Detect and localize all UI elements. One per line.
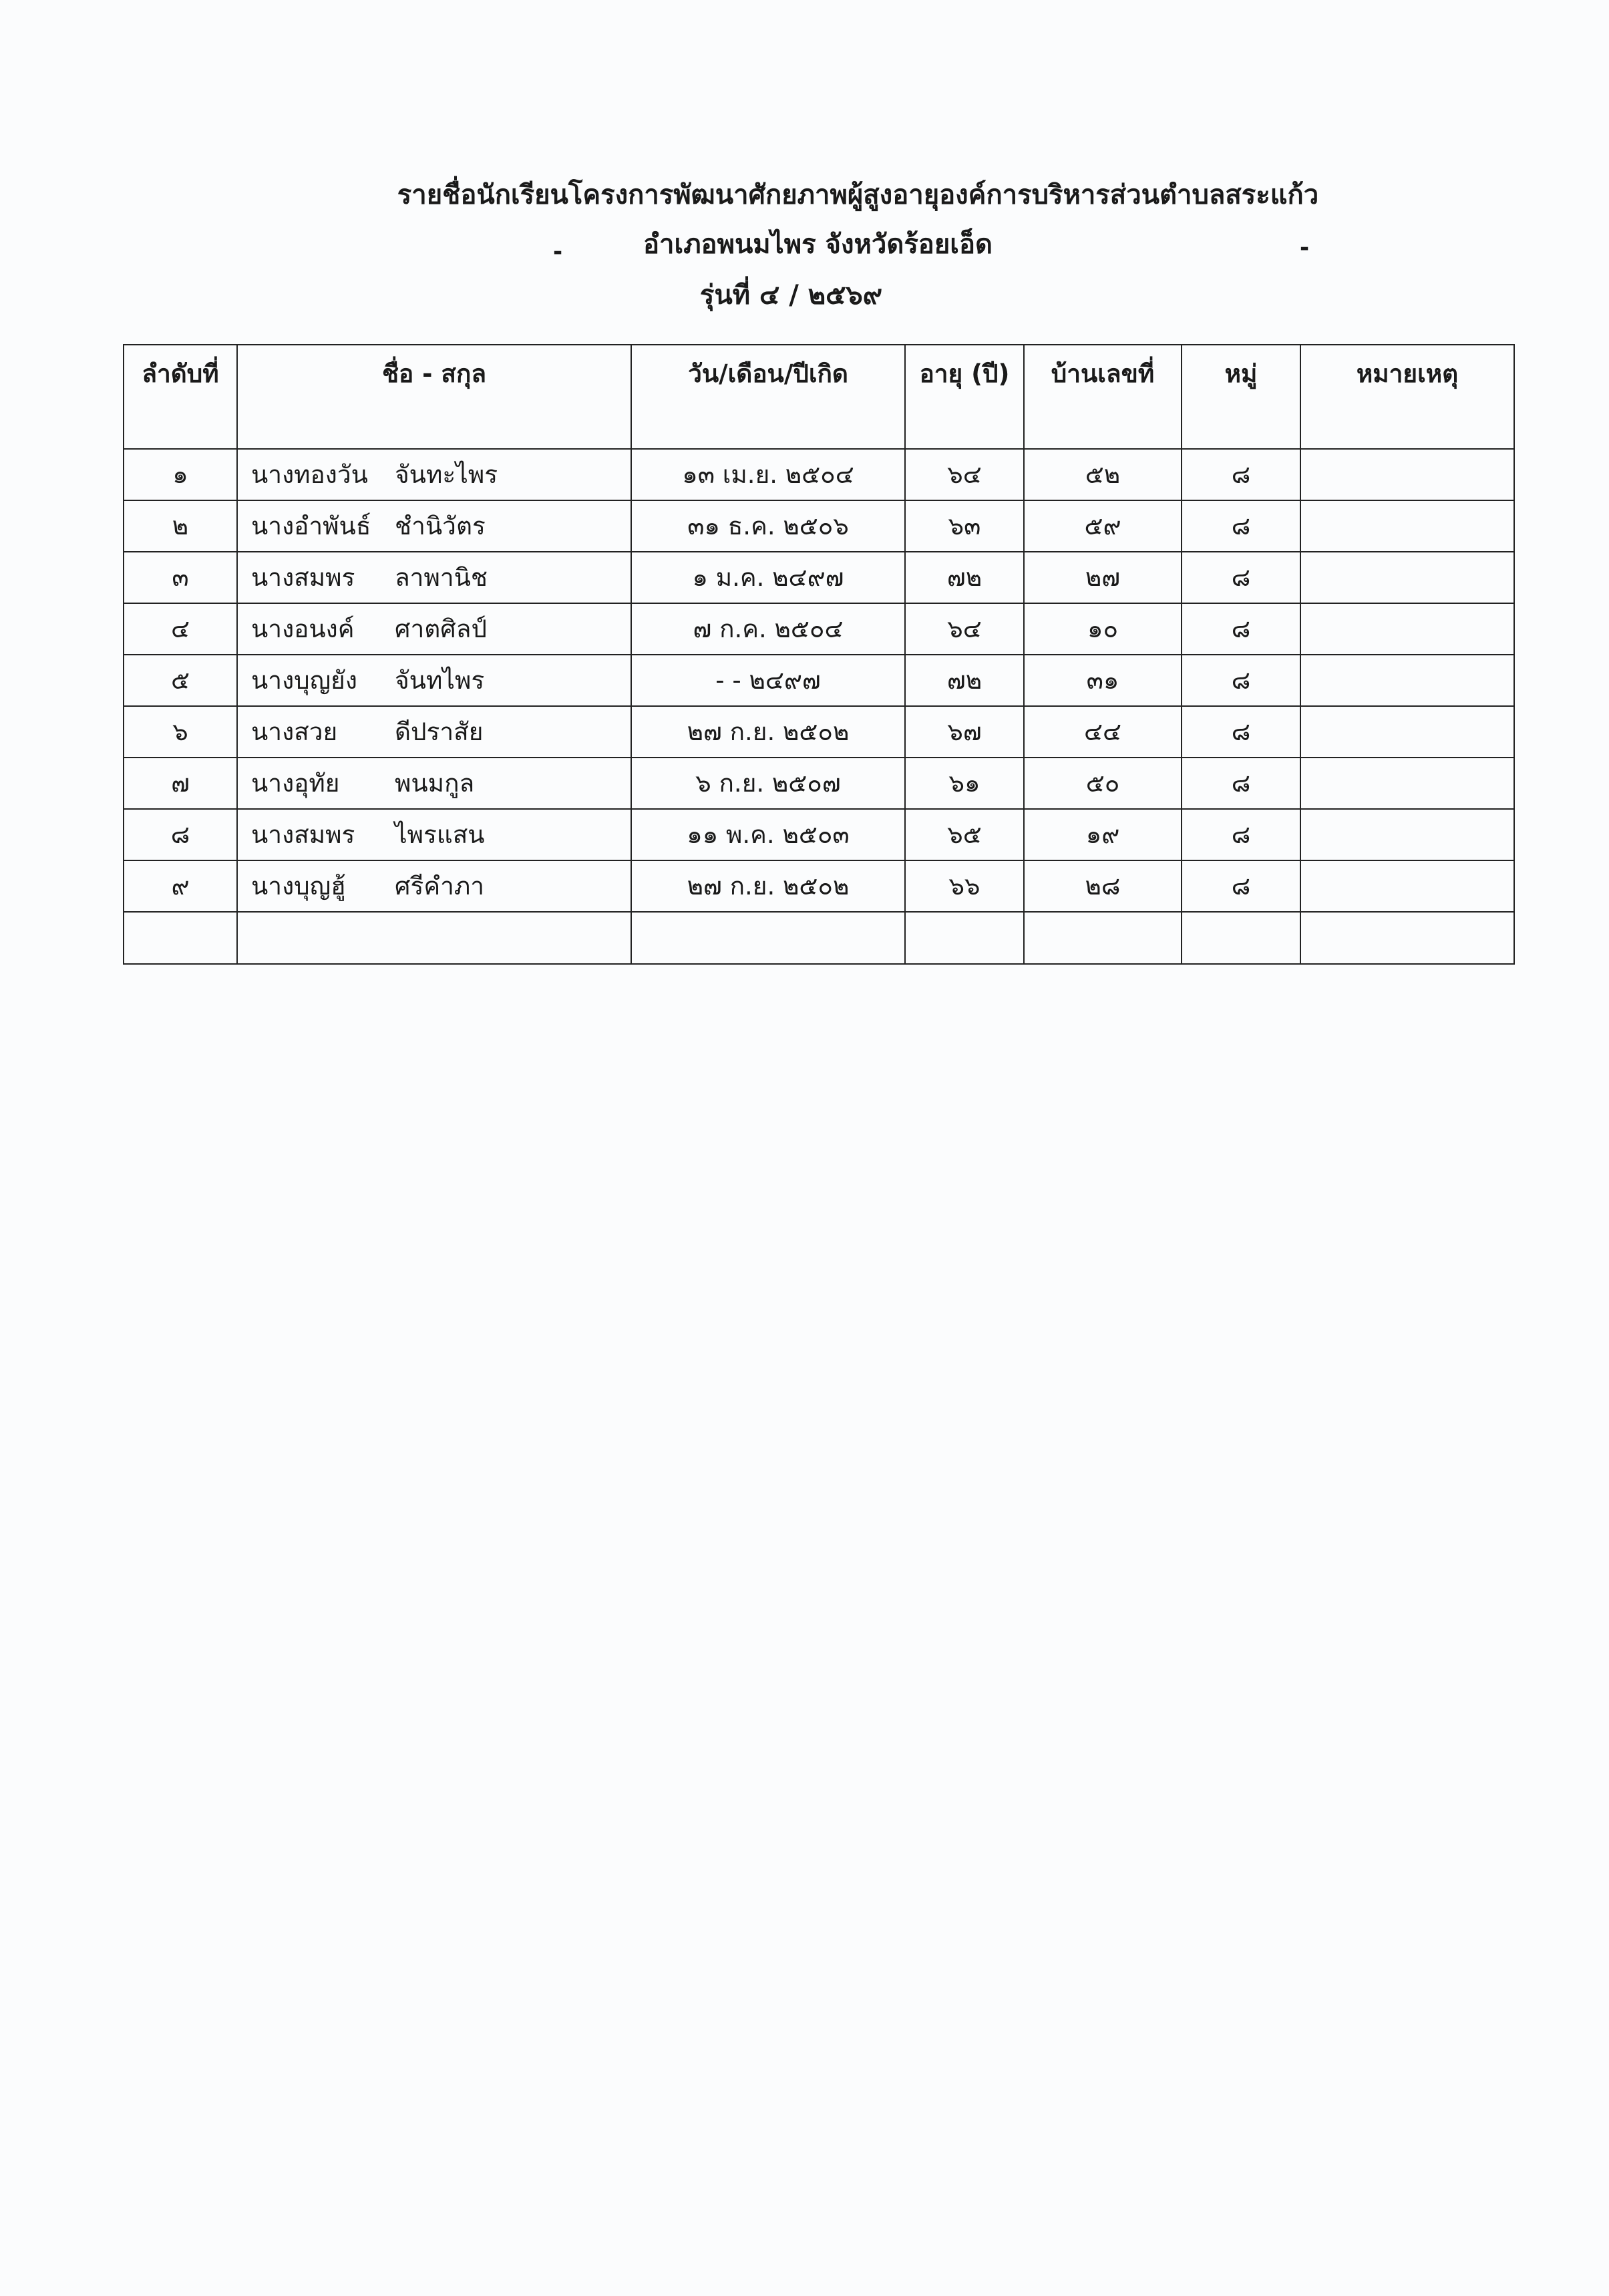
cell-house-number: ๒๘ [1024, 860, 1182, 912]
cell-birth-date: ๑๑ พ.ค. ๒๕๐๓ [631, 809, 905, 860]
cell-remark [1300, 500, 1514, 552]
last-name: พนมกูล [395, 769, 475, 798]
cell-birth-date: ๗ ก.ค. ๒๕๐๔ [631, 603, 905, 655]
document-subtitle-district: อำเภอพนมไพร จังหวัดร้อยเอ็ด [643, 229, 993, 260]
cell-empty [1300, 912, 1514, 964]
header-village: หมู่ [1182, 345, 1300, 449]
cell-birth-date: ๖ ก.ย. ๒๕๐๗ [631, 758, 905, 809]
header-no: ลำดับที่ [124, 345, 237, 449]
cell-name [237, 655, 631, 706]
cell-village: ๘ [1182, 500, 1300, 552]
stray-mark-left: - [553, 238, 563, 265]
cell-no: ๓ [124, 552, 237, 603]
cell-remark [1300, 706, 1514, 758]
table-row [124, 655, 1514, 706]
document-title: รายชื่อนักเรียนโครงการพัฒนาศักยภาพผู้สูงอายุองค์การบริหารส่วนตำบลสระแก้ว [397, 180, 1319, 210]
cell-no: ๙ [124, 860, 237, 912]
first-name: นางสมพร [251, 563, 355, 592]
cell-house-number: ๒๗ [1024, 552, 1182, 603]
cell-no: ๒ [124, 500, 237, 552]
cell-age: ๖๖ [905, 860, 1024, 912]
cell-age: ๖๑ [905, 758, 1024, 809]
cell-name [237, 809, 631, 860]
cell-empty [1182, 912, 1300, 964]
table-row [124, 706, 1514, 758]
cell-remark [1300, 449, 1514, 500]
table-row [124, 809, 1514, 860]
cell-birth-date: ๒๗ ก.ย. ๒๕๐๒ [631, 706, 905, 758]
stray-mark-right: - [1300, 234, 1310, 261]
cell-remark [1300, 655, 1514, 706]
cell-house-number: ๕๐ [1024, 758, 1182, 809]
first-name: นางทองวัน [251, 460, 368, 489]
cell-house-number: ๑๙ [1024, 809, 1182, 860]
last-name: ดีปราสัย [395, 717, 484, 746]
cell-age: ๖๓ [905, 500, 1024, 552]
first-name: นางอุทัย [251, 769, 340, 798]
first-name: นางอำพันธ์ [251, 512, 371, 540]
cell-name [237, 758, 631, 809]
table-row-empty [124, 912, 1514, 964]
cell-village: ๘ [1182, 603, 1300, 655]
header-birth-date: วัน/เดือน/ปีเกิด [631, 345, 905, 449]
first-name: นางบุญยัง [251, 666, 357, 695]
cell-name [237, 860, 631, 912]
cell-birth-date: - - ๒๔๙๗ [631, 655, 905, 706]
table-row [124, 552, 1514, 603]
cell-empty [237, 912, 631, 964]
cell-birth-date: ๒๗ ก.ย. ๒๕๐๒ [631, 860, 905, 912]
cell-no: ๗ [124, 758, 237, 809]
cell-village: ๘ [1182, 706, 1300, 758]
cell-no: ๘ [124, 809, 237, 860]
cell-age: ๗๒ [905, 655, 1024, 706]
table-row [124, 449, 1514, 500]
cell-empty [124, 912, 237, 964]
cell-remark [1300, 758, 1514, 809]
last-name: ศรีคำภา [395, 872, 485, 900]
cell-house-number: ๔๔ [1024, 706, 1182, 758]
cell-house-number: ๑๐ [1024, 603, 1182, 655]
cell-name [237, 706, 631, 758]
cell-name [237, 449, 631, 500]
last-name: จันทะไพร [395, 460, 498, 489]
first-name: นางบุญฮู้ [251, 872, 346, 900]
cell-age: ๖๔ [905, 603, 1024, 655]
cell-village: ๘ [1182, 449, 1300, 500]
header-age: อายุ (ปี) [905, 345, 1024, 449]
cell-age: ๖๗ [905, 706, 1024, 758]
first-name: นางสมพร [251, 820, 355, 849]
cell-village: ๘ [1182, 809, 1300, 860]
cell-birth-date: ๓๑ ธ.ค. ๒๕๐๖ [631, 500, 905, 552]
table-header-row [124, 345, 1514, 449]
cell-village: ๘ [1182, 655, 1300, 706]
cell-name [237, 603, 631, 655]
table-row [124, 758, 1514, 809]
header-house-number: บ้านเลขที่ [1024, 345, 1182, 449]
student-roster-table [123, 344, 1515, 965]
cell-empty [1024, 912, 1182, 964]
cell-name [237, 552, 631, 603]
cell-birth-date: ๑ ม.ค. ๒๔๙๗ [631, 552, 905, 603]
cell-remark [1300, 860, 1514, 912]
cell-village: ๘ [1182, 552, 1300, 603]
cell-house-number: ๕๙ [1024, 500, 1182, 552]
cell-no: ๖ [124, 706, 237, 758]
cell-no: ๕ [124, 655, 237, 706]
cell-village: ๘ [1182, 758, 1300, 809]
last-name: ศาตศิลป์ [395, 615, 487, 643]
last-name: ชำนิวัตร [395, 512, 486, 540]
cell-age: ๖๕ [905, 809, 1024, 860]
document-cohort: รุ่นที่ ๔ / ๒๕๖๙ [699, 280, 883, 311]
last-name: ไพรแสน [395, 820, 485, 849]
last-name: ลาพานิช [395, 563, 488, 592]
header-remark: หมายเหตุ [1300, 345, 1514, 449]
cell-empty [905, 912, 1024, 964]
cell-remark [1300, 552, 1514, 603]
table-row [124, 603, 1514, 655]
cell-village: ๘ [1182, 860, 1300, 912]
cell-name [237, 500, 631, 552]
cell-no: ๑ [124, 449, 237, 500]
header-name: ชื่อ - สกุล [237, 345, 631, 449]
cell-age: ๖๔ [905, 449, 1024, 500]
first-name: นางอนงค์ [251, 615, 355, 643]
last-name: จันทไพร [395, 666, 485, 695]
cell-no: ๔ [124, 603, 237, 655]
cell-empty [631, 912, 905, 964]
cell-house-number: ๕๒ [1024, 449, 1182, 500]
cell-remark [1300, 603, 1514, 655]
cell-remark [1300, 809, 1514, 860]
table-row [124, 500, 1514, 552]
cell-house-number: ๓๑ [1024, 655, 1182, 706]
table-row [124, 860, 1514, 912]
first-name: นางสวย [251, 717, 338, 746]
cell-age: ๗๒ [905, 552, 1024, 603]
cell-birth-date: ๑๓ เม.ย. ๒๕๐๔ [631, 449, 905, 500]
